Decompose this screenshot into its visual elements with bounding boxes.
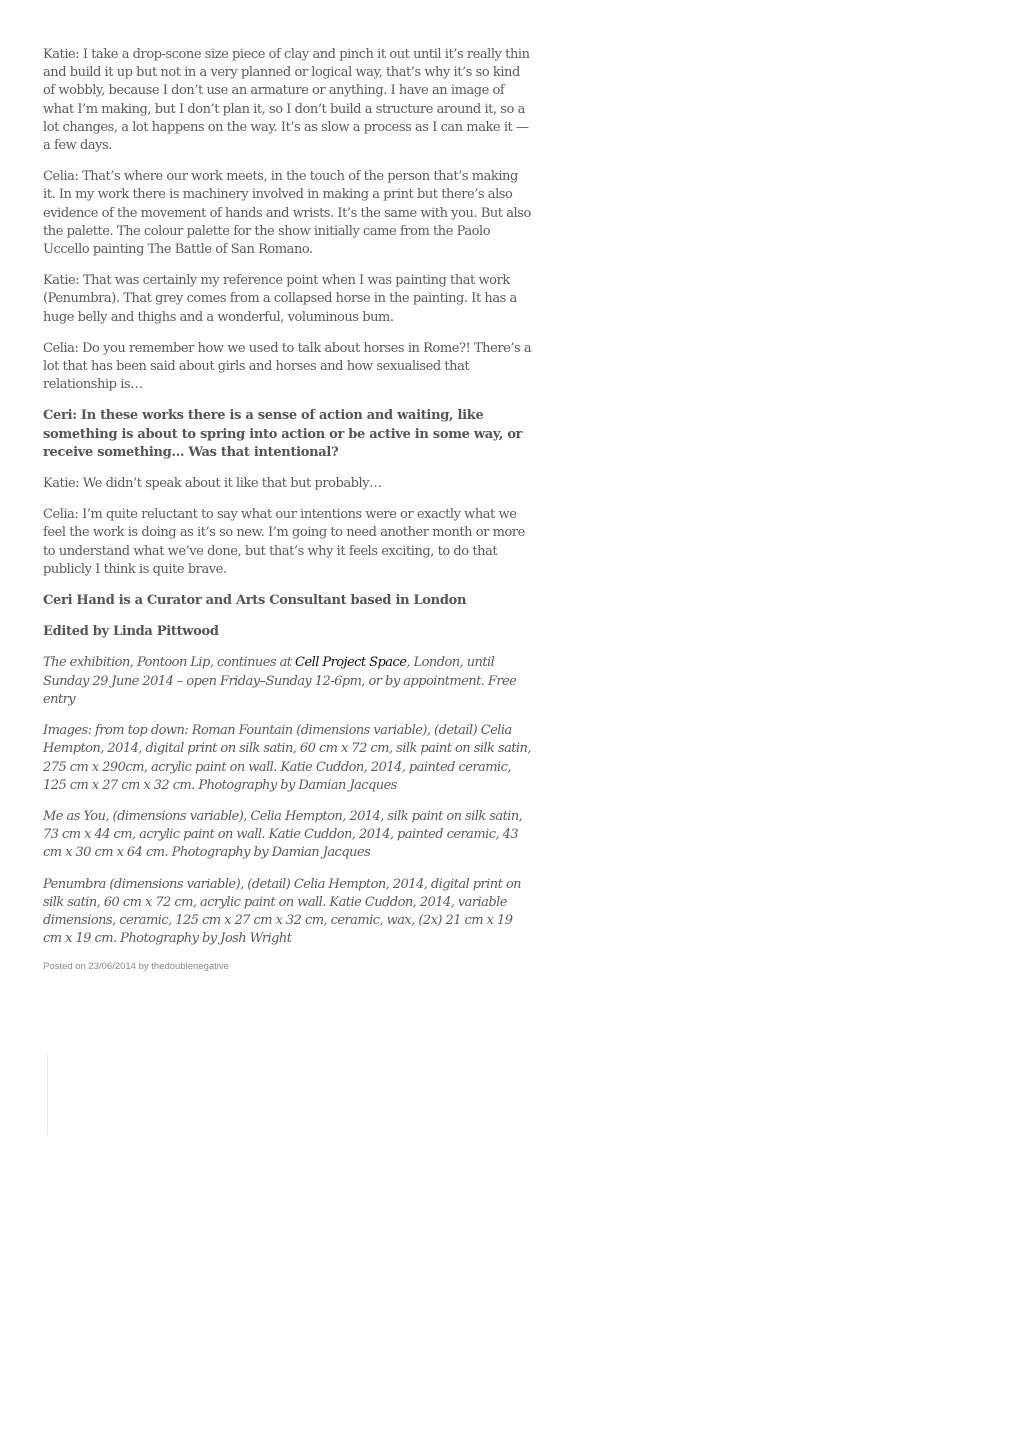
article-body xyxy=(43,46,533,972)
interview-question-ceri: Ceri: In these works there is a sense of action and waiting, like something is about to spring into action or be active in some way, or receive something… Was that intentional? xyxy=(43,408,523,460)
image-caption-roman-fountain: Images: from top down: Roman Fountain (dimensions variable), (detail) Celia Hempton, 2014, digital print on silk satin, 60 cm x 72 cm, silk paint on silk satin, 275 cm x 290cm, acrylic paint on wall. Katie Cuddon, 2014, painted ceramic, 125 cm x 27 cm x 32 cm. Photography by Damian Jacques xyxy=(43,723,531,793)
interview-paragraph-katie-clay: Katie: I take a drop-scone size piece of clay and pinch it out until it’s really thin and build it up but not in a very planned or logical way, that’s why it’s so kind of wobbly, because I don’t use an armature or anything. I have an image of what I’m making, but I don’t plan it, so I don’t build a structure around it, so a lot changes, a lot happens on the way. It’s as slow a process as I can make it — a few days. xyxy=(43,47,530,154)
author-credit: Ceri Hand is a Curator and Arts Consultant based in London xyxy=(43,593,467,609)
exhibition-info-text-after: , London, until Sunday 29 June 2014 – open Friday–Sunday 12-6pm, or by appointment. Free entry xyxy=(43,655,517,707)
interview-paragraph-katie-penumbra: Katie: That was certainly my reference point when I was painting that work (Penumbra). That grey comes from a collapsed horse in the painting. It has a huge belly and thighs and a wonderful, voluminous bum. xyxy=(43,273,517,325)
post-meta xyxy=(43,961,533,972)
exhibition-info-text-before: The exhibition, Pontoon Lip, continues at xyxy=(43,655,296,671)
interview-paragraph-celia-touch: Celia: That’s where our work meets, in the touch of the person that’s making it. In my work there is machinery involved in making a print but there’s also evidence of the movement of hands and wrists. It’s the same with you. But also the palette. The colour palette for the show initially came from the Paolo Uccello painting The Battle of San Romano. xyxy=(43,169,531,258)
interview-paragraph-katie-probably: Katie: We didn’t speak about it like that but probably… xyxy=(43,476,382,492)
post-author-link[interactable]: thedoublenegative xyxy=(151,961,229,973)
interview-paragraph-celia-horses: Celia: Do you remember how we used to talk about horses in Rome?! There’s a lot that has been said about girls and horses and how sexualised that relationship is… xyxy=(43,340,532,393)
exhibition-info xyxy=(43,654,533,709)
post-date: Posted on 23/06/2014 by xyxy=(43,961,152,973)
image-caption-me-as-you: Me as You, (dimensions variable), Celia Hempton, 2014, silk paint on silk satin, 73 cm x 44 cm, acrylic paint on wall. Katie Cuddon, 2014, painted ceramic, 43 cm x 30 cm x 64 cm. Photography by Damian Jacques xyxy=(43,808,523,861)
image-caption-penumbra: Penumbra (dimensions variable), (detail) Celia Hempton, 2014, digital print on silk satin, 60 cm x 72 cm, acrylic paint on wall. Katie Cuddon, 2014, variable dimensions, ceramic, 125 cm x 27 cm x 32 cm, ceramic, wax, (2x) 21 cm x 19 cm x 19 cm. Photography by Josh Wright xyxy=(43,876,521,947)
interview-paragraph-celia-intentions: Celia: I’m quite reluctant to say what our intentions were or exactly what we feel the work is doing as it’s so new. I’m going to need another month or more to understand what we’ve done, but that’s why it feels exciting, to do that publicly I think is quite brave. xyxy=(43,507,525,577)
cell-project-space-link[interactable]: Cell Project Space xyxy=(295,655,407,671)
vertical-divider xyxy=(47,1055,48,1135)
editor-credit: Edited by Linda Pittwood xyxy=(43,624,219,640)
